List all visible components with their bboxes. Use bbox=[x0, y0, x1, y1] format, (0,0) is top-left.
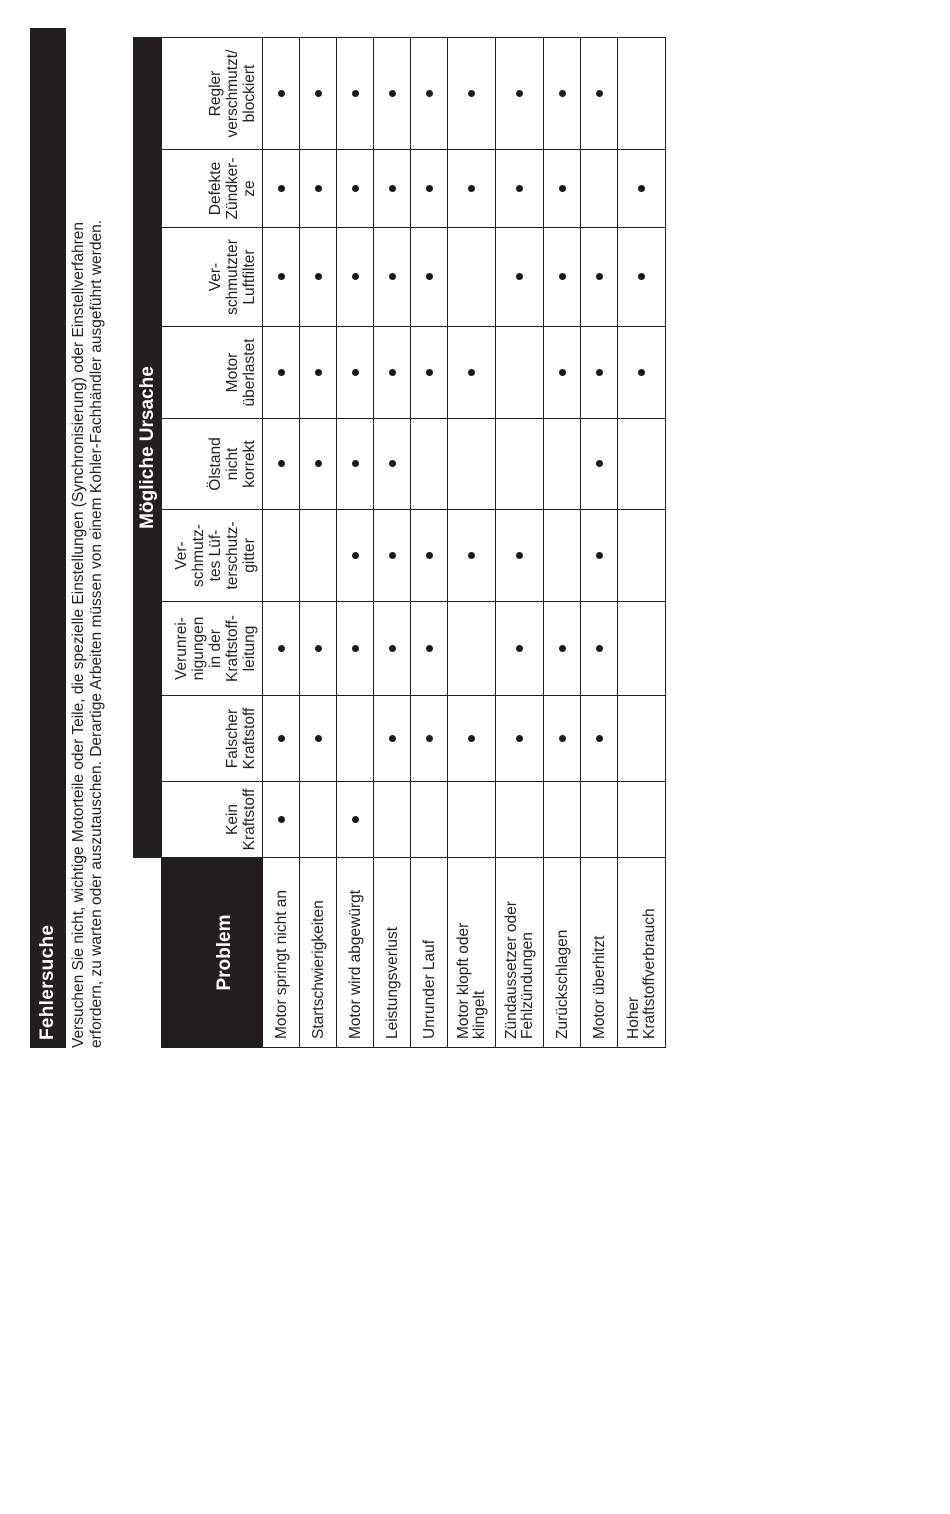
cause-cell bbox=[544, 228, 581, 327]
intro-line-1: Versuchen Sie nicht, wichtige Motorteile oder Teile, die spezielle Einstellungen (Synchronisierung) oder Einstellverfahren bbox=[70, 222, 87, 1048]
cause-cell bbox=[618, 602, 666, 696]
cause-cell bbox=[411, 228, 448, 327]
bullet-mark bbox=[278, 90, 285, 97]
table-row bbox=[448, 38, 496, 1048]
cause-cell bbox=[300, 696, 337, 782]
bullet-mark bbox=[426, 185, 433, 192]
cause-cell bbox=[263, 150, 300, 228]
bullet-mark bbox=[596, 274, 603, 281]
table-row bbox=[496, 38, 544, 1048]
cause-cell bbox=[544, 419, 581, 510]
cause-cell bbox=[263, 327, 300, 419]
table-row bbox=[337, 38, 374, 1048]
bullet-mark bbox=[315, 461, 322, 468]
cause-cell bbox=[337, 150, 374, 228]
cause-cell bbox=[581, 602, 618, 696]
cause-header-line: blockiert bbox=[241, 64, 258, 123]
bullet-mark bbox=[516, 185, 523, 192]
bullet-mark bbox=[426, 645, 433, 652]
bullet-mark bbox=[278, 369, 285, 376]
cause-cell bbox=[581, 782, 618, 858]
bullet-mark bbox=[596, 90, 603, 97]
cause-cell bbox=[581, 327, 618, 419]
bullet-mark bbox=[516, 274, 523, 281]
cause-cell bbox=[374, 38, 411, 150]
cause-header-line: Verunrei- bbox=[173, 617, 190, 680]
bullet-mark bbox=[389, 369, 396, 376]
cause-header-line: Motor bbox=[224, 352, 241, 393]
cause-cell bbox=[411, 602, 448, 696]
cause-cell bbox=[374, 696, 411, 782]
cause-header-5 bbox=[162, 419, 263, 510]
bullet-mark bbox=[315, 90, 322, 97]
cause-header-line: Falscher bbox=[224, 708, 241, 769]
cause-header-6 bbox=[162, 327, 263, 419]
cause-cell bbox=[496, 696, 544, 782]
cause-cell bbox=[374, 228, 411, 327]
cause-cell bbox=[496, 228, 544, 327]
bullet-mark bbox=[352, 552, 359, 559]
cause-cell bbox=[496, 602, 544, 696]
cause-header-line: Luftfilter bbox=[241, 249, 258, 305]
cause-cell bbox=[544, 510, 581, 602]
cause-cell bbox=[618, 696, 666, 782]
problem-line: Fehlzündungen bbox=[518, 932, 536, 1039]
troubleshooting-table bbox=[133, 37, 666, 1048]
bullet-mark bbox=[278, 274, 285, 281]
problem-line: Zündaussetzer oder bbox=[503, 901, 520, 1039]
cause-cell bbox=[300, 327, 337, 419]
cause-header-3 bbox=[162, 602, 263, 696]
cause-header-line: Ver- bbox=[173, 541, 190, 570]
cause-cell bbox=[544, 696, 581, 782]
cause-cell bbox=[448, 419, 496, 510]
cause-cell bbox=[448, 228, 496, 327]
bullet-mark bbox=[516, 645, 523, 652]
bullet-mark bbox=[389, 552, 396, 559]
cause-cell bbox=[618, 38, 666, 150]
cause-header-line: Kein bbox=[224, 803, 241, 836]
cause-cell bbox=[448, 150, 496, 228]
table-row bbox=[581, 38, 618, 1048]
bullet-mark bbox=[638, 369, 645, 376]
cause-header-line: überlastet bbox=[241, 338, 258, 407]
cause-cell bbox=[263, 782, 300, 858]
bullet-mark bbox=[315, 645, 322, 652]
problem-cell bbox=[300, 858, 337, 1048]
cause-header-line: korrekt bbox=[241, 440, 258, 488]
cause-cell bbox=[496, 327, 544, 419]
cause-cell bbox=[581, 228, 618, 327]
bullet-mark bbox=[352, 369, 359, 376]
cause-cell bbox=[337, 228, 374, 327]
cause-cell bbox=[337, 327, 374, 419]
problem-line: Motor springt nicht an bbox=[272, 889, 290, 1039]
cause-cell bbox=[581, 419, 618, 510]
cause-cell bbox=[544, 327, 581, 419]
cause-header-8 bbox=[162, 150, 263, 228]
cause-cell bbox=[618, 228, 666, 327]
cause-cell bbox=[496, 782, 544, 858]
bullet-mark bbox=[278, 735, 285, 742]
bullet-mark bbox=[468, 369, 475, 376]
cause-header-row bbox=[162, 38, 263, 1048]
cause-cell bbox=[300, 228, 337, 327]
table-row bbox=[544, 38, 581, 1048]
problem-line: Kraftstoffverbrauch bbox=[640, 908, 658, 1039]
problem-line: Unrunder Lauf bbox=[420, 939, 438, 1039]
cause-cell bbox=[337, 38, 374, 150]
bullet-mark bbox=[315, 274, 322, 281]
cause-header-line: Zündker- bbox=[224, 157, 241, 220]
bullet-mark bbox=[389, 90, 396, 97]
cause-cell bbox=[374, 602, 411, 696]
bullet-mark bbox=[389, 274, 396, 281]
cause-header-line: terschutz- bbox=[224, 521, 241, 590]
bullet-mark bbox=[638, 185, 645, 192]
cause-cell bbox=[263, 510, 300, 602]
cause-cell bbox=[411, 696, 448, 782]
bullet-mark bbox=[315, 735, 322, 742]
cause-group-header: Mögliche Ursache bbox=[134, 38, 162, 858]
cause-cell bbox=[618, 327, 666, 419]
cause-cell bbox=[263, 602, 300, 696]
cause-header-line: Defekte bbox=[207, 161, 224, 216]
bullet-mark bbox=[352, 816, 359, 823]
problem-line: Motor überhitzt bbox=[590, 935, 608, 1039]
bullet-mark bbox=[278, 185, 285, 192]
cause-cell bbox=[448, 327, 496, 419]
cause-cell bbox=[448, 602, 496, 696]
bullet-mark bbox=[352, 274, 359, 281]
cause-cell bbox=[411, 150, 448, 228]
cause-header-line: verschmutzt/ bbox=[224, 49, 241, 138]
cause-cell bbox=[374, 150, 411, 228]
cause-cell bbox=[581, 696, 618, 782]
cause-cell bbox=[448, 696, 496, 782]
cause-header-line: Ölstand bbox=[207, 437, 224, 491]
bullet-mark bbox=[389, 461, 396, 468]
table-body bbox=[263, 38, 666, 1048]
bullet-mark bbox=[389, 185, 396, 192]
cause-cell bbox=[411, 419, 448, 510]
problem-column-header: Problem bbox=[162, 858, 263, 1048]
cause-cell bbox=[337, 510, 374, 602]
problem-cell bbox=[448, 858, 496, 1048]
bullet-mark bbox=[559, 274, 566, 281]
bullet-mark bbox=[389, 735, 396, 742]
cause-cell bbox=[337, 696, 374, 782]
cause-cell bbox=[374, 419, 411, 510]
bullet-mark bbox=[426, 369, 433, 376]
table-corner bbox=[134, 858, 162, 1048]
cause-cell bbox=[448, 782, 496, 858]
section-title: Fehlersuche bbox=[30, 28, 66, 1048]
cause-cell bbox=[496, 419, 544, 510]
bullet-mark bbox=[516, 90, 523, 97]
cause-header-9 bbox=[162, 38, 263, 150]
cause-cell bbox=[496, 150, 544, 228]
cause-cell bbox=[300, 419, 337, 510]
table-row bbox=[411, 38, 448, 1048]
cause-header-line: tes Lüf- bbox=[207, 529, 224, 582]
cause-cell bbox=[263, 38, 300, 150]
problem-cell bbox=[618, 858, 666, 1048]
bullet-mark bbox=[352, 185, 359, 192]
bullet-mark bbox=[596, 735, 603, 742]
problem-cell bbox=[411, 858, 448, 1048]
bullet-mark bbox=[352, 645, 359, 652]
cause-cell bbox=[544, 150, 581, 228]
cause-header-line: Kraftstoff bbox=[241, 707, 258, 770]
cause-cell bbox=[374, 510, 411, 602]
bullet-mark bbox=[596, 461, 603, 468]
bullet-mark bbox=[638, 274, 645, 281]
cause-cell bbox=[300, 782, 337, 858]
bullet-mark bbox=[559, 735, 566, 742]
cause-header-2 bbox=[162, 696, 263, 782]
cause-cell bbox=[263, 696, 300, 782]
problem-cell bbox=[496, 858, 544, 1048]
cause-cell bbox=[411, 38, 448, 150]
problem-line: Startschwierigkeiten bbox=[309, 900, 327, 1039]
bullet-mark bbox=[468, 552, 475, 559]
bullet-mark bbox=[278, 645, 285, 652]
cause-cell bbox=[300, 150, 337, 228]
problem-line: klingelt bbox=[470, 990, 488, 1039]
intro-line-2: erfordern, zu warten oder auszutauschen. Derartige Arbeiten müssen von einem Kohler-Fachhändler ausgeführt werden. bbox=[87, 220, 105, 1048]
bullet-mark bbox=[559, 90, 566, 97]
table-row bbox=[374, 38, 411, 1048]
cause-cell bbox=[337, 782, 374, 858]
bullet-mark bbox=[516, 735, 523, 742]
cause-cell bbox=[618, 510, 666, 602]
cause-cell bbox=[411, 510, 448, 602]
cause-header-line: Kraftstoff bbox=[241, 788, 258, 851]
problem-cell bbox=[581, 858, 618, 1048]
cause-header-line: Regler bbox=[207, 70, 224, 117]
cause-cell bbox=[300, 38, 337, 150]
bullet-mark bbox=[468, 90, 475, 97]
problem-line: Zurückschlagen bbox=[553, 929, 571, 1039]
cause-cell bbox=[374, 327, 411, 419]
cause-cell bbox=[263, 228, 300, 327]
table-row bbox=[263, 38, 300, 1048]
bullet-mark bbox=[315, 369, 322, 376]
bullet-mark bbox=[278, 461, 285, 468]
bullet-mark bbox=[426, 274, 433, 281]
problem-cell bbox=[337, 858, 374, 1048]
bullet-mark bbox=[596, 645, 603, 652]
cause-cell bbox=[337, 602, 374, 696]
bullet-mark bbox=[426, 90, 433, 97]
problem-line: Motor klopft oder bbox=[455, 922, 472, 1039]
cause-header-line: leitung bbox=[241, 625, 258, 672]
cause-cell bbox=[544, 38, 581, 150]
cause-header-line: nicht bbox=[224, 447, 241, 481]
problem-cell bbox=[374, 858, 411, 1048]
cause-header-line: schmutzter bbox=[224, 239, 241, 315]
problem-line: Leistungsverlust bbox=[383, 926, 401, 1039]
cause-cell bbox=[544, 602, 581, 696]
problem-cell bbox=[263, 858, 300, 1048]
bullet-mark bbox=[426, 735, 433, 742]
bullet-mark bbox=[468, 735, 475, 742]
bullet-mark bbox=[516, 552, 523, 559]
table-row bbox=[618, 38, 666, 1048]
bullet-mark bbox=[389, 645, 396, 652]
bullet-mark bbox=[352, 461, 359, 468]
cause-cell bbox=[618, 150, 666, 228]
bullet-mark bbox=[596, 552, 603, 559]
bullet-mark bbox=[559, 369, 566, 376]
cause-header-1 bbox=[162, 782, 263, 858]
cause-cell bbox=[618, 782, 666, 858]
cause-header-4 bbox=[162, 510, 263, 602]
cause-cell bbox=[300, 510, 337, 602]
cause-header-line: in der bbox=[207, 629, 224, 668]
cause-cell bbox=[448, 38, 496, 150]
cause-cell bbox=[411, 782, 448, 858]
problem-line: Hoher bbox=[625, 996, 642, 1039]
cause-cell bbox=[618, 419, 666, 510]
bullet-mark bbox=[468, 185, 475, 192]
cause-header-line: nigungen bbox=[190, 616, 207, 681]
cause-cell bbox=[374, 782, 411, 858]
main-header-row bbox=[134, 38, 162, 1048]
bullet-mark bbox=[596, 369, 603, 376]
problem-cell bbox=[544, 858, 581, 1048]
bullet-mark bbox=[278, 816, 285, 823]
cause-cell bbox=[263, 419, 300, 510]
table-row bbox=[300, 38, 337, 1048]
cause-cell bbox=[300, 602, 337, 696]
cause-header-line: schmutz- bbox=[190, 524, 207, 587]
cause-cell bbox=[411, 327, 448, 419]
cause-cell bbox=[448, 510, 496, 602]
bullet-mark bbox=[352, 90, 359, 97]
bullet-mark bbox=[559, 185, 566, 192]
cause-cell bbox=[496, 38, 544, 150]
bullet-mark bbox=[559, 645, 566, 652]
bullet-mark bbox=[315, 185, 322, 192]
cause-cell bbox=[496, 510, 544, 602]
cause-cell bbox=[544, 782, 581, 858]
problem-line: Motor wird abgewürgt bbox=[346, 889, 364, 1039]
bullet-mark bbox=[426, 552, 433, 559]
cause-cell bbox=[581, 510, 618, 602]
intro-text bbox=[70, 28, 105, 1048]
cause-cell bbox=[581, 38, 618, 150]
cause-cell bbox=[337, 419, 374, 510]
cause-header-line: Ver- bbox=[207, 262, 224, 292]
cause-header-7 bbox=[162, 228, 263, 327]
cause-header-line: gitter bbox=[241, 538, 258, 573]
cause-header-line: Kraftstoff- bbox=[224, 615, 241, 682]
cause-cell bbox=[581, 150, 618, 228]
cause-header-line: ze bbox=[241, 180, 258, 197]
